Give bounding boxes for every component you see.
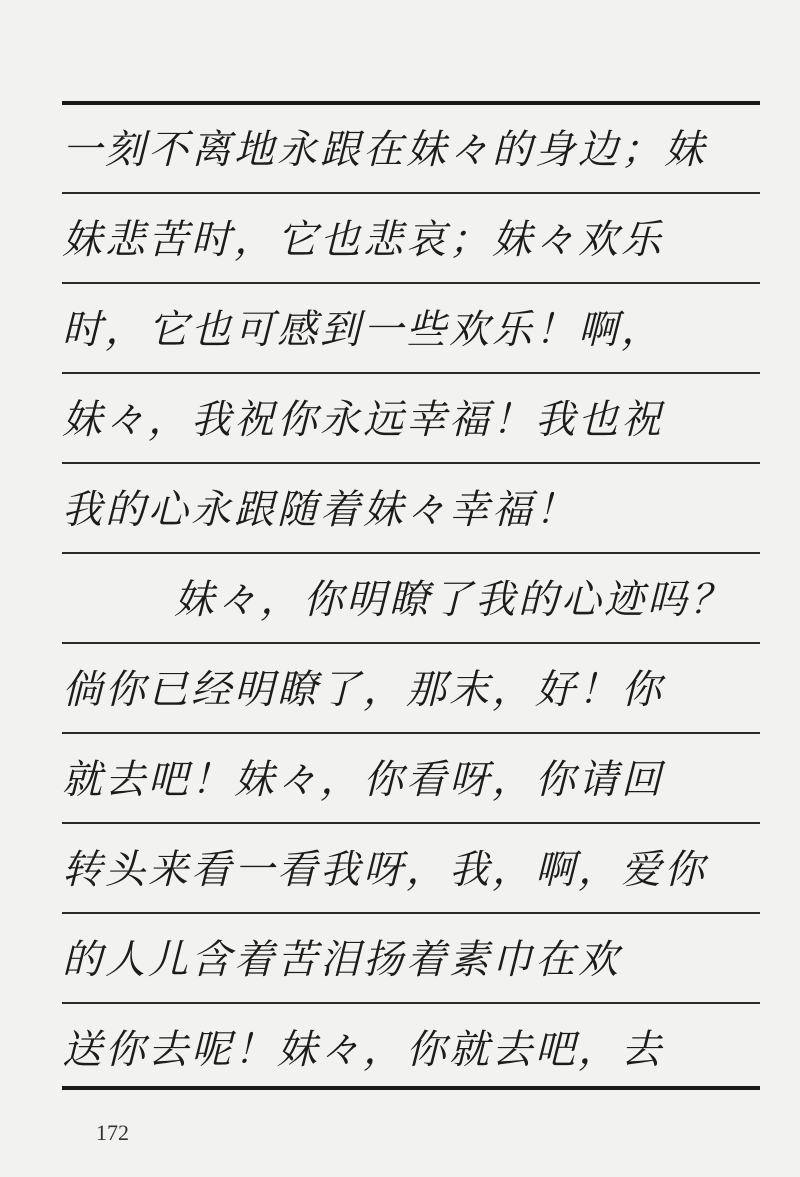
line-rule-7 — [62, 732, 760, 734]
text-line-5: 我的心永跟随着妹々幸福！ — [62, 487, 578, 533]
bottom-rule — [62, 1086, 760, 1090]
line-rule-2 — [62, 282, 760, 284]
line-rule-8 — [62, 822, 760, 824]
text-line-4: 妹々，我祝你永远幸福！我也祝 — [62, 397, 664, 443]
text-line-6: 妹々，你明瞭了我的心迹吗？ — [174, 577, 733, 623]
text-line-8: 就去吧！妹々，你看呀，你请回 — [62, 757, 664, 803]
text-line-11: 送你去呢！妹々，你就去吧，去 — [62, 1027, 664, 1073]
line-rule-6 — [62, 642, 760, 644]
text-line-1: 一刻不离地永跟在妹々的身边；妹 — [62, 127, 707, 173]
top-rule — [62, 101, 760, 105]
text-line-9: 转头来看一看我呀，我，啊，爱你 — [62, 847, 707, 893]
line-rule-5 — [62, 552, 760, 554]
text-line-2: 妹悲苦时，它也悲哀；妹々欢乐 — [62, 217, 664, 263]
line-rule-9 — [62, 912, 760, 914]
line-rule-10 — [62, 1002, 760, 1004]
line-rule-3 — [62, 372, 760, 374]
text-line-3: 时，它也可感到一些欢乐！啊， — [62, 307, 664, 353]
text-line-7: 倘你已经明瞭了，那末，好！你 — [62, 667, 664, 713]
line-rule-1 — [62, 192, 760, 194]
page-number: 172 — [96, 1120, 129, 1145]
line-rule-4 — [62, 462, 760, 464]
text-line-10: 的人儿含着苦泪扬着素巾在欢 — [62, 937, 621, 983]
